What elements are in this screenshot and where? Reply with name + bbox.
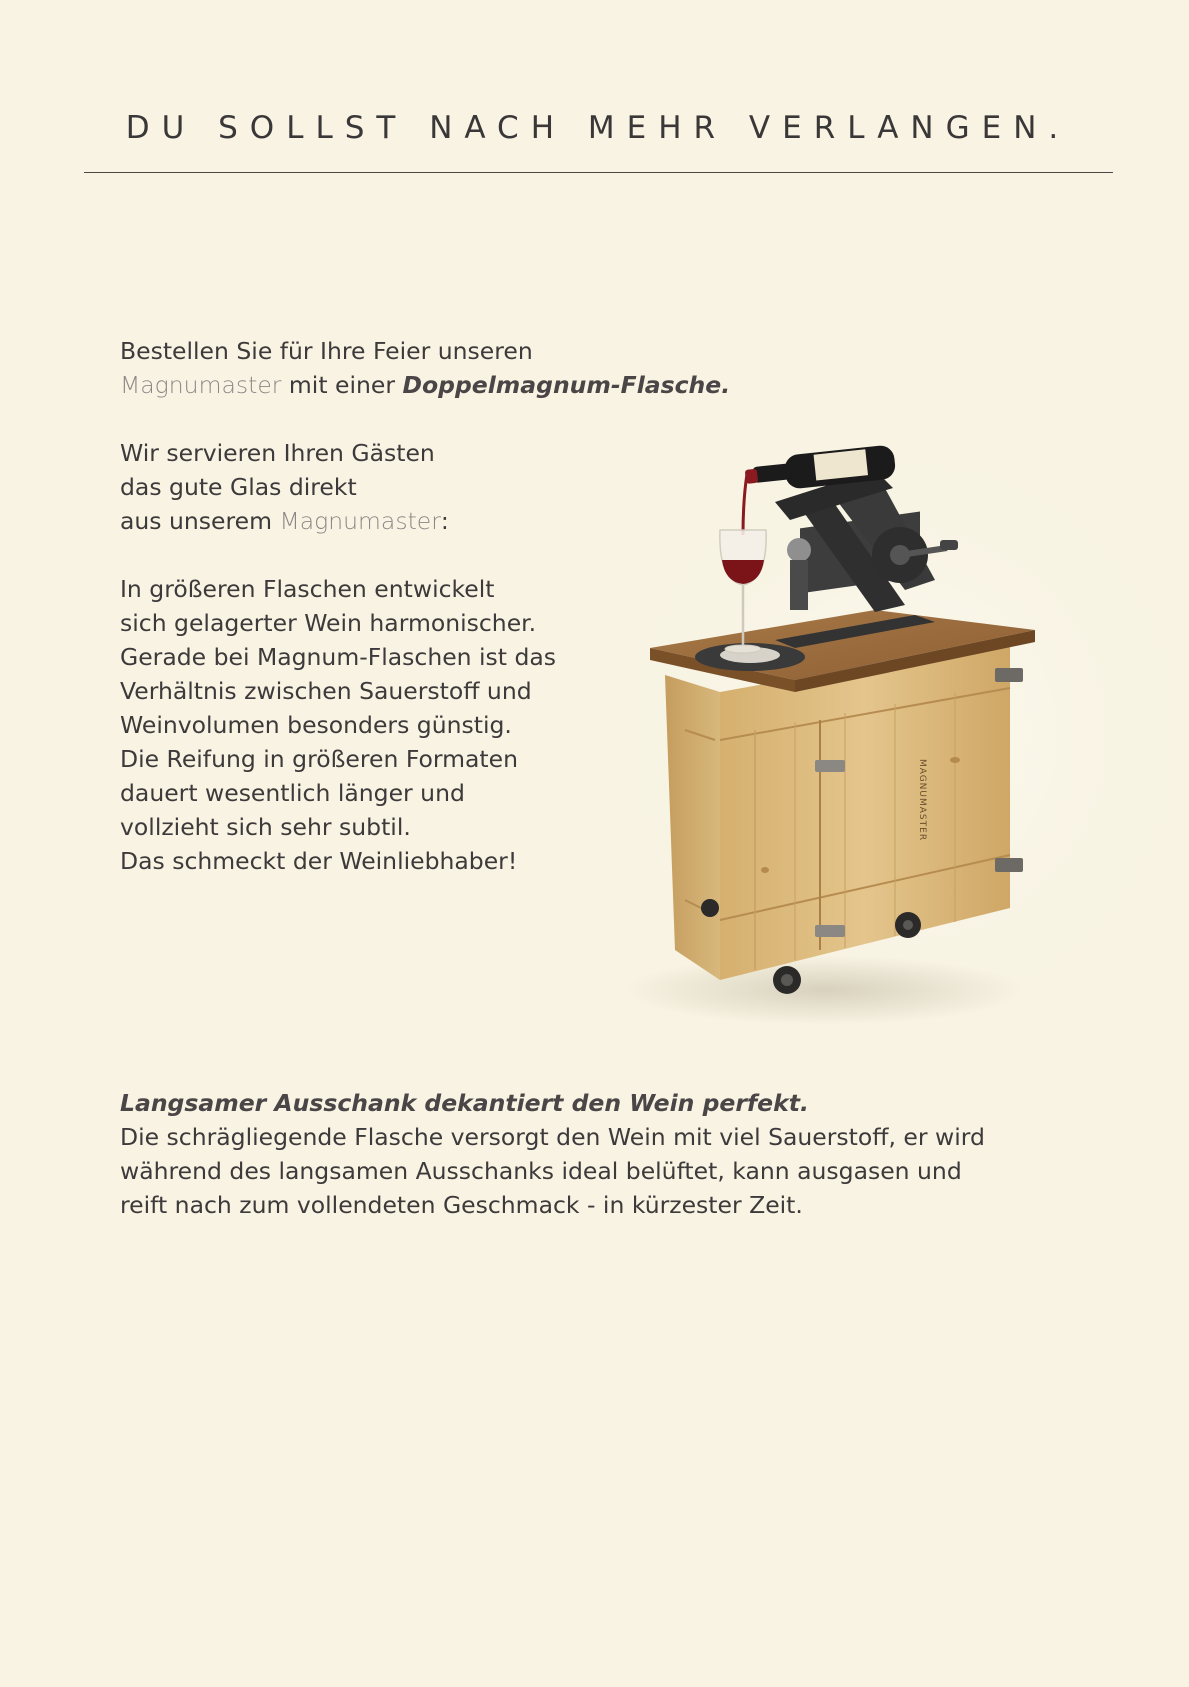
gauge (787, 538, 811, 562)
service-paragraph (120, 436, 449, 538)
intro-emphasis: Doppelmagnum-Flasche. (402, 371, 731, 399)
cabinet-logo (917, 759, 927, 841)
service-line-3-prefix: aus unserem (120, 507, 280, 535)
reasons-line: vollzieht sich sehr subtil. (120, 813, 411, 841)
latch (815, 760, 845, 772)
intro-paragraph (120, 334, 730, 402)
decant-line: Die schrägliegende Flasche versorgt den Wein mit viel Sauerstoff, er wird (120, 1123, 985, 1151)
reasons-line: In größeren Flaschen entwickelt (120, 575, 495, 603)
intro-line-2 (120, 368, 730, 402)
reasons-line: Gerade bei Magnum-Flaschen ist das (120, 643, 557, 671)
intro-middle: mit einer (281, 371, 403, 399)
reasons-line: Die Reifung in größeren Formaten (120, 745, 518, 773)
brand-name: Magnumaster (279, 507, 441, 535)
reasons-line: Weinvolumen besonders günstig. (120, 711, 512, 739)
decant-heading: Langsamer Ausschank dekantiert den Wein perfekt. (120, 1089, 809, 1117)
decant-line: während des langsamen Ausschanks ideal belüftet, kann ausgasen und (120, 1157, 962, 1185)
magnumaster-product-image (575, 430, 1175, 1040)
bottle-label (814, 449, 868, 480)
caster-wheel (701, 899, 719, 917)
service-line-3 (120, 504, 449, 538)
reasons-line: Das schmeckt der Weinliebhaber! (120, 847, 518, 875)
headline-divider (84, 172, 1113, 173)
page-headline: DU SOLLST NACH MEHR VERLANGEN. (125, 110, 1071, 146)
service-line-2: das gute Glas direkt (120, 473, 357, 501)
reasons-line: dauert wesentlich länger und (120, 779, 465, 807)
latch (815, 925, 845, 937)
service-line-1: Wir servieren Ihren Gästen (120, 439, 435, 467)
decant-paragraph (120, 1086, 1080, 1222)
decant-line: reift nach zum vollendeten Geschmack - in kürzester Zeit. (120, 1191, 803, 1219)
floor-shadow (625, 955, 1025, 1025)
hinge (995, 858, 1023, 872)
reasons-line: Verhältnis zwischen Sauerstoff und (120, 677, 532, 705)
reasons-line: sich gelagerter Wein harmonischer. (120, 609, 537, 637)
cabinet-logo-text: MAGNUMASTER (917, 758, 927, 842)
service-line-3-suffix: : (440, 507, 449, 535)
reasons-paragraph (120, 572, 556, 878)
hinge (995, 668, 1023, 682)
intro-line-1: Bestellen Sie für Ihre Feier unseren (120, 337, 533, 365)
brand-name: Magnumaster (120, 371, 282, 399)
